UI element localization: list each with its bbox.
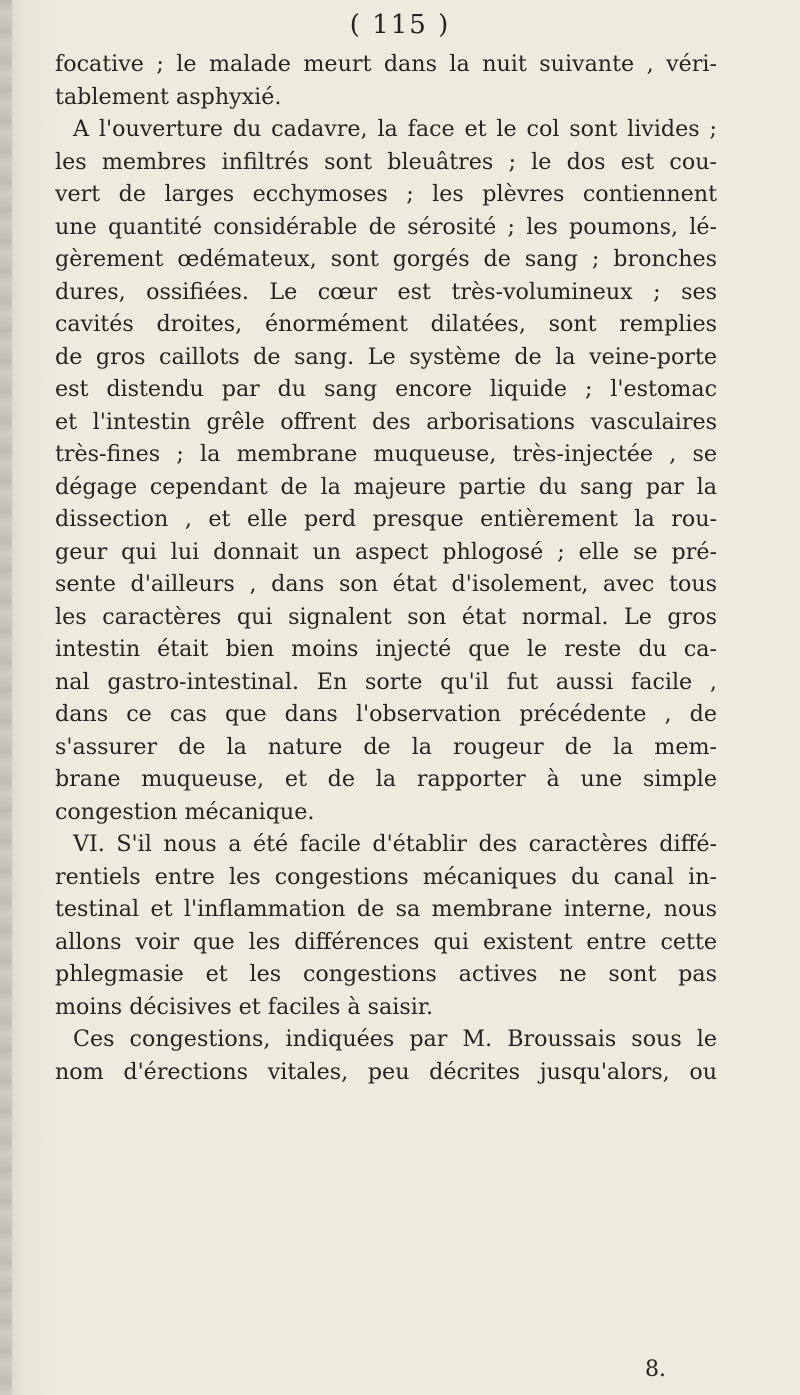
text-line: phlegmasie et les congestions actives ne sont pas	[55, 961, 717, 987]
signature-mark: 8.	[645, 1357, 666, 1382]
text-line: vert de larges ecchymoses ; les plèvres contiennent	[55, 181, 717, 207]
text-line: focative ; le malade meurt dans la nuit suivante , véri-	[55, 51, 717, 77]
text-line: les membres infiltrés sont bleuâtres ; le dos est cou-	[55, 148, 717, 175]
text-line: de gros caillots de sang. Le système de la veine-porte	[55, 343, 717, 370]
text-line: brane muqueuse, et de la rapporter à une simple	[55, 766, 717, 792]
text-line: cavités droites, énormément dilatées, sont remplies	[55, 311, 717, 337]
text-line: et l'intestin grêle offrent des arborisations vasculaires	[55, 408, 717, 435]
text-line: moins décisives et faciles à saisir.	[55, 993, 434, 1020]
text-line: tablement asphyxié.	[55, 83, 282, 110]
text-line: allons voir que les différences qui existent entre cette	[55, 928, 717, 955]
text-line: testinal et l'inflammation de sa membrane interne, nous	[55, 896, 717, 922]
page-binding-edge	[0, 0, 12, 1395]
text-line: sente d'ailleurs , dans son état d'isolement, avec tous	[55, 571, 717, 597]
text-line: très-fines ; la membrane muqueuse, très-injectée , se	[55, 441, 717, 467]
text-line: congestion mécanique.	[55, 798, 315, 825]
text-line: dissection , et elle perd presque entièrement la rou-	[55, 506, 717, 532]
text-line: Ces congestions, indiquées par M. Broussais sous le	[73, 1026, 717, 1052]
text-line: dans ce cas que dans l'observation précédente , de	[55, 701, 717, 727]
text-line: est distendu par du sang encore liquide ; l'estomac	[55, 376, 717, 402]
text-line: dures, ossifiées. Le cœur est très-volumineux ; ses	[55, 278, 717, 305]
text-line: gèrement œdémateux, sont gorgés de sang ; bronches	[55, 246, 717, 272]
text-line: geur qui lui donnait un aspect phlogosé ; elle se pré-	[55, 538, 717, 565]
text-line: A l'ouverture du cadavre, la face et le col sont livides ;	[73, 116, 717, 142]
text-line: dégage cependant de la majeure partie du sang par la	[55, 473, 717, 500]
text-line: une quantité considérable de sérosité ; les poumons, lé-	[55, 213, 717, 240]
text-line: VI. S'il nous a été facile d'établir des caractères diffé-	[73, 831, 717, 857]
text-line: les caractères qui signalent son état normal. Le gros	[55, 603, 717, 630]
body-text	[55, 48, 717, 1088]
text-line: rentiels entre les congestions mécaniques du canal in-	[55, 863, 717, 890]
text-line: intestin était bien moins injecté que le reste du ca-	[55, 636, 717, 662]
page-number-header: ( 115 )	[349, 10, 451, 40]
text-line: s'assurer de la nature de la rougeur de la mem-	[55, 733, 717, 760]
text-line: nal gastro-intestinal. En sorte qu'il fut aussi facile ,	[55, 668, 717, 695]
text-line: nom d'érections vitales, peu décrites jusqu'alors, ou	[55, 1058, 717, 1085]
